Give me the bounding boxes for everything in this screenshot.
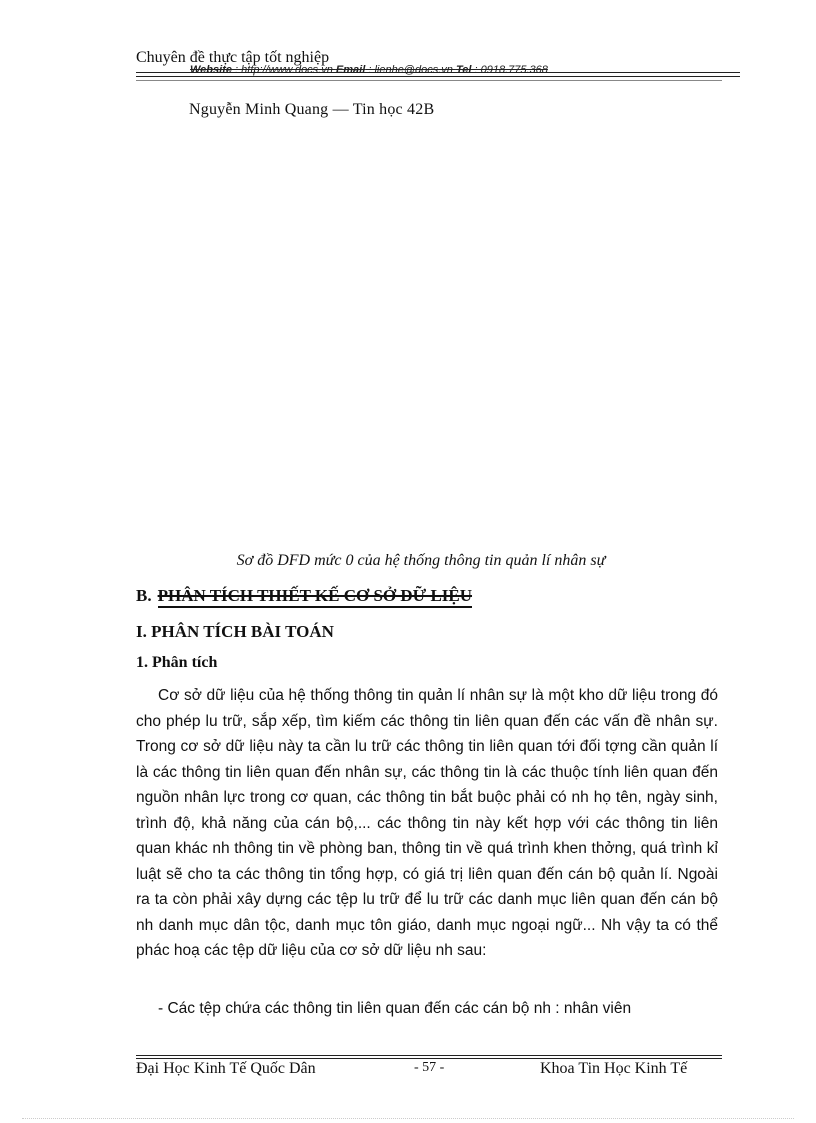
footer-rule [136,1058,722,1059]
footer-rule [136,1055,722,1056]
page-bottom-border [22,1118,794,1119]
heading-analysis: 1. Phân tích [136,654,218,671]
email-value[interactable]: : lienhe@docs.vn [365,64,456,76]
figure-caption: Sơ đồ DFD mức 0 của hệ thống thông tin quản lí nhân sự [236,552,606,569]
author-line: Nguyễn Minh Quang — Tin học 42B [189,101,435,118]
section-b-title: PHÂN TÍCH THIẾT KẾ CƠ SỞ DỮ LIỆU [157,586,473,605]
heading-analysis-problem: I. PHÂN TÍCH BÀI TOÁN [136,622,334,641]
header-rule [136,80,722,81]
website-label: Website [190,64,232,76]
section-b-letter: B. [136,586,152,605]
website-url[interactable]: : http://www.docs.vn [231,64,336,76]
header-rule [136,72,740,73]
header-title: Chuyên đề thực tập tốt nghiệp [136,49,330,66]
footer-faculty: Khoa Tin Học Kinh Tế [540,1060,688,1077]
website-watermark [190,64,548,76]
header-rule [136,76,740,77]
tel-value: : 0918.775.368 [471,64,548,76]
dfd-diagram-area [136,130,722,540]
bullet-item: - Các tệp chứa các thông tin liên quan đến các cán bộ nh : nhân viên [158,1000,632,1017]
body-paragraph: Cơ sở dữ liệu của hệ thống thông tin quản lí nhân sự là một kho dữ liệu trong đó cho phép lu trữ, sắp xếp, tìm kiếm các thông tin liên quan đến các vấn đề nhân sự. Trong cơ sở dữ liệu này ta cần lu trữ các thông tin liên quan tới đối tợng cần quản lí là các thông tin liên quan đến nhân sự, các thông tin là các thuộc tính liên quan đến nguồn nhân lực trong cơ quan, các thông tin bắt buộc phải có nh họ tên, ngày sinh, trình độ, khả năng của cán bộ,... các thông tin này kết hợp với các thông tin liên quan khác nh thông tin về phòng ban, thông tin về quá trình khen thởng, quá trình kỉ luật sẽ cho ta các thông tin tổng hợp, có giá trị liên quan đến cán bộ quản lí. Ngoài ra ta còn phải xây dựng các tệp lu trữ để lu trữ các danh mục liên quan đến cán bộ nh danh mục dân tộc, danh mục tôn giáo, danh mục ngoại ngữ... Nh vậy ta có thể phác hoạ các tệp dữ liệu của cơ sở dữ liệu nh sau: [136,687,718,959]
tel-label: Tel [455,64,472,76]
email-label: Email [335,64,366,76]
footer-page-number: - 57 - [414,1060,445,1075]
section-b-heading [136,586,472,608]
footer-university: Đại Học Kinh Tế Quốc Dân [136,1060,316,1077]
